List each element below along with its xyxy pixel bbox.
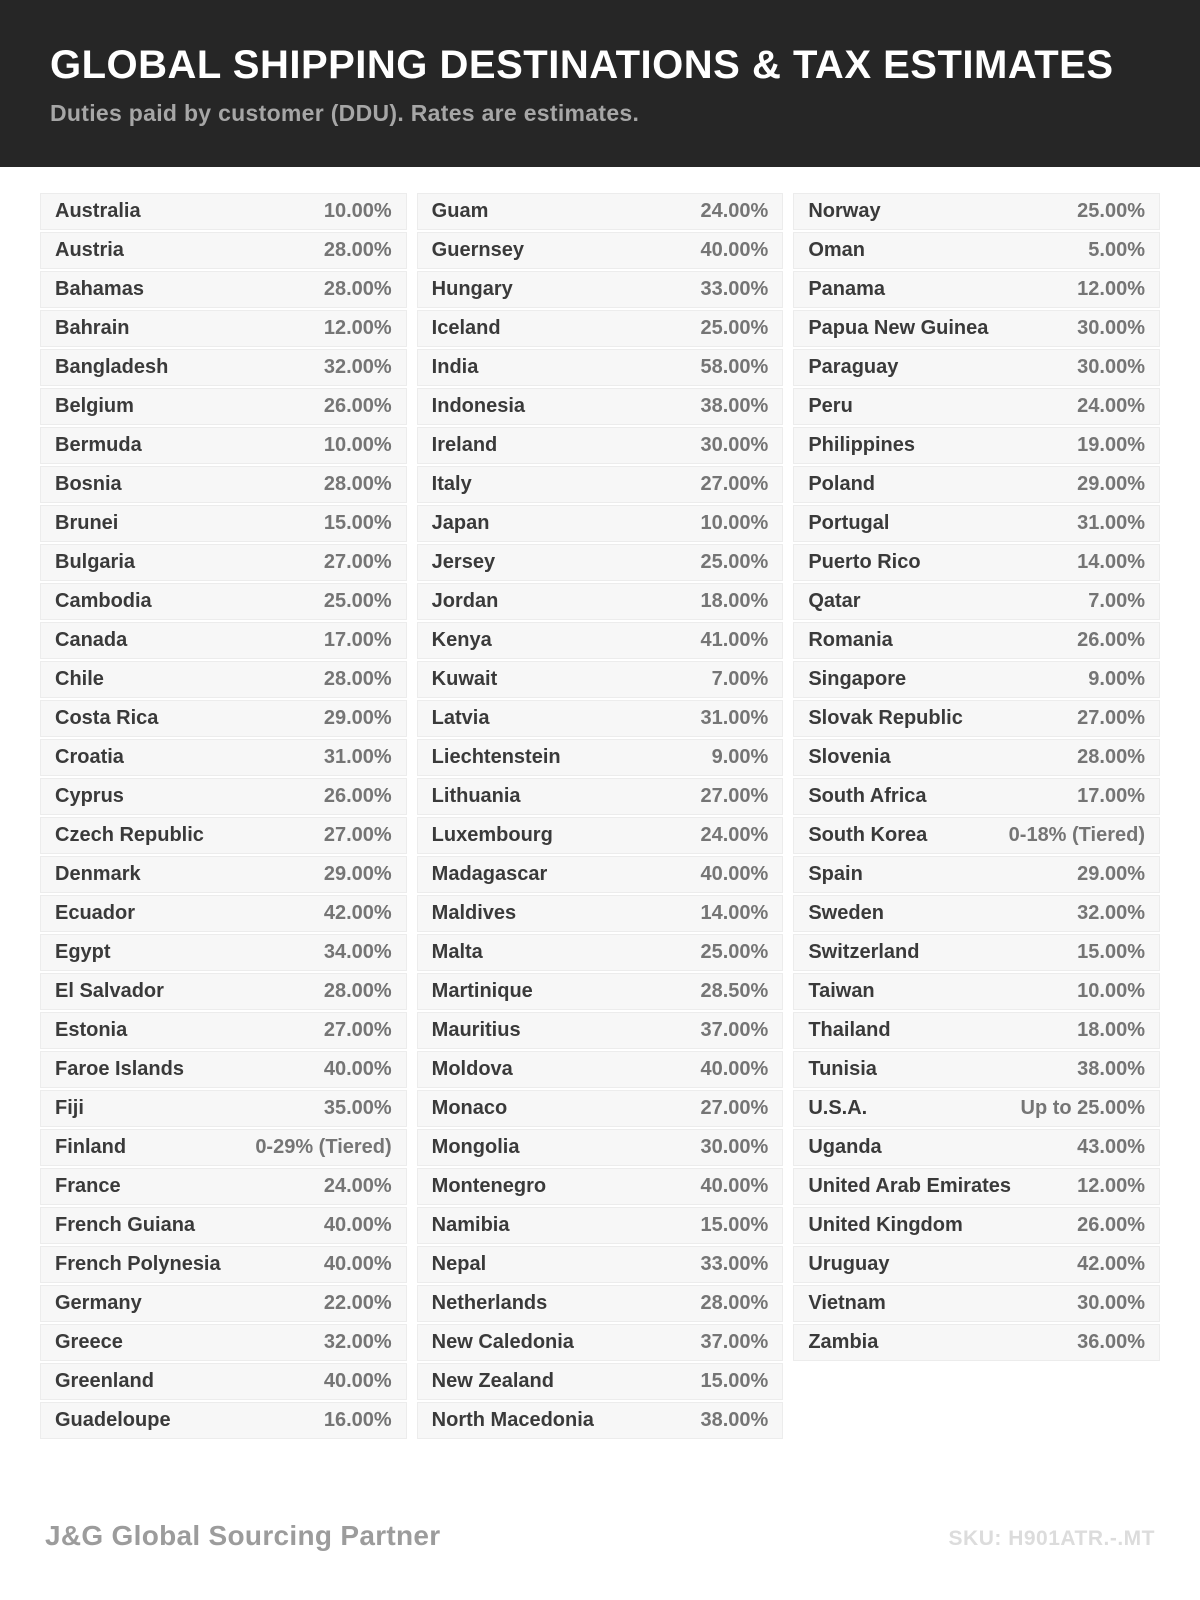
country-name: Hungary (431, 278, 513, 300)
country-name: Costa Rica (55, 707, 159, 729)
table-row (40, 544, 407, 581)
tax-rate: 19.00% (1077, 434, 1146, 456)
tax-rate: 27.00% (1077, 707, 1146, 729)
country-name: Switzerland (808, 941, 920, 963)
tax-rate: 40.00% (700, 239, 769, 261)
tax-rate: 7.00% (1088, 590, 1146, 612)
tax-rate: 29.00% (1077, 863, 1146, 885)
country-name: French Guiana (55, 1214, 196, 1236)
tax-rate: 24.00% (323, 1175, 392, 1197)
table-row (793, 1090, 1160, 1127)
tax-rate: 37.00% (700, 1019, 769, 1041)
tax-rate: 12.00% (1077, 1175, 1146, 1197)
table-row (417, 232, 784, 269)
tax-rate: 29.00% (1077, 473, 1146, 495)
country-name: Brunei (55, 512, 119, 534)
tax-rate: 30.00% (1077, 356, 1146, 378)
country-name: New Caledonia (431, 1331, 574, 1353)
table-row (793, 232, 1160, 269)
tax-rate: 25.00% (700, 317, 769, 339)
tax-rate: 18.00% (700, 590, 769, 612)
tax-rate: 40.00% (323, 1253, 392, 1275)
table-row (417, 934, 784, 971)
tax-rate: 27.00% (700, 785, 769, 807)
table-row (40, 1246, 407, 1283)
tax-rate: 0-18% (Tiered) (1008, 824, 1146, 846)
country-name: Bulgaria (55, 551, 136, 573)
country-name: Malta (431, 941, 483, 963)
tax-rate: 15.00% (700, 1370, 769, 1392)
country-name: Moldova (431, 1058, 513, 1080)
tax-rate: 7.00% (711, 668, 769, 690)
tax-rate: 28.00% (323, 473, 392, 495)
table-row (417, 1090, 784, 1127)
table-row (40, 778, 407, 815)
tax-rate: 31.00% (700, 707, 769, 729)
country-name: Peru (808, 395, 853, 417)
table-row (40, 193, 407, 230)
country-name: Norway (808, 200, 881, 222)
tax-rate: 40.00% (323, 1370, 392, 1392)
table-row (793, 778, 1160, 815)
country-name: Estonia (55, 1019, 128, 1041)
country-name: Germany (55, 1292, 142, 1314)
country-name: Luxembourg (431, 824, 553, 846)
table-row (793, 1129, 1160, 1166)
tax-rate: 38.00% (1077, 1058, 1146, 1080)
country-name: Cambodia (55, 590, 152, 612)
country-name: Poland (808, 473, 876, 495)
table-row (793, 349, 1160, 386)
country-name: Lithuania (431, 785, 521, 807)
tax-rate: 33.00% (700, 1253, 769, 1275)
tax-rate: 27.00% (700, 473, 769, 495)
country-name: Italy (431, 473, 472, 495)
country-name: Thailand (808, 1019, 891, 1041)
table-row (417, 1363, 784, 1400)
tax-rate: 36.00% (1077, 1331, 1146, 1353)
tax-rate: 28.00% (1077, 746, 1146, 768)
tax-rate: 24.00% (700, 200, 769, 222)
table-row (793, 1051, 1160, 1088)
tax-rate: 27.00% (323, 1019, 392, 1041)
table-row (40, 622, 407, 659)
table-row (40, 1363, 407, 1400)
tax-rate: 28.00% (700, 1292, 769, 1314)
country-name: Bermuda (55, 434, 142, 456)
table-row (417, 739, 784, 776)
tax-rate: 25.00% (1077, 200, 1146, 222)
table-row (40, 973, 407, 1010)
country-name: Nepal (431, 1253, 487, 1275)
table-row (40, 856, 407, 893)
table-row (417, 817, 784, 854)
table-row (793, 622, 1160, 659)
table-row (793, 1012, 1160, 1049)
table-row (793, 973, 1160, 1010)
table-row (417, 466, 784, 503)
tax-rate: 31.00% (1077, 512, 1146, 534)
country-name: Uruguay (808, 1253, 890, 1275)
table-row (40, 310, 407, 347)
table-row (40, 700, 407, 737)
table-row (40, 232, 407, 269)
country-name: Ireland (431, 434, 498, 456)
table-row (40, 271, 407, 308)
table-row (793, 193, 1160, 230)
table-row (40, 349, 407, 386)
country-name: Madagascar (431, 863, 548, 885)
tax-rate: 58.00% (700, 356, 769, 378)
country-name: Czech Republic (55, 824, 204, 846)
tax-rate: 26.00% (323, 785, 392, 807)
tax-rate: 29.00% (323, 707, 392, 729)
tax-rate: Up to 25.00% (1020, 1097, 1146, 1119)
table-row (417, 661, 784, 698)
country-name: U.S.A. (808, 1097, 868, 1119)
page-title: GLOBAL SHIPPING DESTINATIONS & TAX ESTIMATES (50, 43, 1114, 87)
tax-rate: 17.00% (1077, 785, 1146, 807)
country-name: Panama (808, 278, 886, 300)
tax-rate: 38.00% (700, 1409, 769, 1431)
table-row (417, 388, 784, 425)
tax-rate: 30.00% (700, 1136, 769, 1158)
table-row (793, 1285, 1160, 1322)
country-name: South Korea (808, 824, 928, 846)
tax-rate: 18.00% (1077, 1019, 1146, 1041)
country-name: Maldives (431, 902, 517, 924)
table-row (417, 700, 784, 737)
table-row (40, 466, 407, 503)
tax-rate: 10.00% (700, 512, 769, 534)
tax-rate: 28.00% (323, 239, 392, 261)
country-name: French Polynesia (55, 1253, 221, 1275)
table-row (417, 1012, 784, 1049)
table-row (40, 1207, 407, 1244)
tax-rate: 25.00% (700, 551, 769, 573)
table-row (793, 1207, 1160, 1244)
table-row (40, 505, 407, 542)
table-row (417, 1324, 784, 1361)
footer (0, 1520, 1200, 1600)
table-row (417, 583, 784, 620)
table-row (417, 1168, 784, 1205)
rates-table (0, 167, 1200, 1441)
tax-rate: 5.00% (1088, 239, 1146, 261)
tax-rate: 9.00% (711, 746, 769, 768)
tax-rate: 17.00% (323, 629, 392, 651)
country-name: Monaco (431, 1097, 508, 1119)
country-name: Bangladesh (55, 356, 169, 378)
tax-rate: 14.00% (1077, 551, 1146, 573)
tax-rate: 27.00% (323, 551, 392, 573)
country-name: Canada (55, 629, 128, 651)
tax-rate: 12.00% (1077, 278, 1146, 300)
table-row (793, 856, 1160, 893)
tax-rate: 40.00% (700, 863, 769, 885)
tax-rate: 28.00% (323, 980, 392, 1002)
country-name: Croatia (55, 746, 124, 768)
tax-rate: 16.00% (323, 1409, 392, 1431)
country-name: Paraguay (808, 356, 899, 378)
tax-rate: 35.00% (323, 1097, 392, 1119)
tax-rate: 28.00% (323, 278, 392, 300)
country-name: India (431, 356, 479, 378)
tax-rate: 40.00% (700, 1058, 769, 1080)
tax-rate: 25.00% (323, 590, 392, 612)
tax-rate: 15.00% (323, 512, 392, 534)
tax-rate: 26.00% (323, 395, 392, 417)
table-row (417, 1285, 784, 1322)
tax-rate: 26.00% (1077, 629, 1146, 651)
table-row (40, 739, 407, 776)
country-name: Netherlands (431, 1292, 548, 1314)
country-name: Namibia (431, 1214, 510, 1236)
tax-rate: 24.00% (1077, 395, 1146, 417)
country-name: United Kingdom (808, 1214, 963, 1236)
tax-rate: 34.00% (323, 941, 392, 963)
table-row (40, 388, 407, 425)
country-name: Tunisia (808, 1058, 877, 1080)
tax-rate: 10.00% (323, 200, 392, 222)
table-row (793, 271, 1160, 308)
sku-label: SKU: H901ATR.-.MT (948, 1527, 1155, 1550)
table-row (40, 583, 407, 620)
country-name: Slovenia (808, 746, 891, 768)
tax-rate: 41.00% (700, 629, 769, 651)
country-name: Bahrain (55, 317, 130, 339)
header-banner (0, 0, 1200, 167)
country-name: Iceland (431, 317, 501, 339)
country-name: Greenland (55, 1370, 154, 1392)
country-name: Finland (55, 1136, 127, 1158)
table-row (417, 1129, 784, 1166)
country-name: Mongolia (431, 1136, 520, 1158)
table-row (417, 1051, 784, 1088)
country-name: Cyprus (55, 785, 124, 807)
table-row (417, 1207, 784, 1244)
country-name: United Arab Emirates (808, 1175, 1011, 1197)
table-row (793, 466, 1160, 503)
tax-rate: 38.00% (700, 395, 769, 417)
table-row (40, 934, 407, 971)
tax-rate: 15.00% (700, 1214, 769, 1236)
tax-rate: 26.00% (1077, 1214, 1146, 1236)
tax-rate: 30.00% (1077, 317, 1146, 339)
country-name: New Zealand (431, 1370, 554, 1392)
table-row (793, 895, 1160, 932)
country-name: Latvia (431, 707, 490, 729)
table-row (40, 1129, 407, 1166)
tax-rate: 40.00% (323, 1214, 392, 1236)
country-name: Zambia (808, 1331, 879, 1353)
table-row (417, 778, 784, 815)
table-row (417, 622, 784, 659)
country-name: Kuwait (431, 668, 498, 690)
country-name: Belgium (55, 395, 134, 417)
tax-rate: 15.00% (1077, 941, 1146, 963)
table-row (417, 349, 784, 386)
table-row (793, 310, 1160, 347)
country-name: Jordan (431, 590, 499, 612)
table-row (417, 193, 784, 230)
tax-rate: 42.00% (323, 902, 392, 924)
table-row (417, 1246, 784, 1283)
table-row (40, 1402, 407, 1439)
tax-rate: 40.00% (700, 1175, 769, 1197)
country-name: Taiwan (808, 980, 875, 1002)
country-name: South Africa (808, 785, 927, 807)
table-row (793, 661, 1160, 698)
tax-rate: 14.00% (700, 902, 769, 924)
tax-rate: 28.50% (700, 980, 769, 1002)
page-subtitle: Duties paid by customer (DDU). Rates are estimates. (50, 100, 640, 126)
country-name: Vietnam (808, 1292, 886, 1314)
country-name: Guam (431, 200, 489, 222)
country-name: Montenegro (431, 1175, 547, 1197)
table-row (417, 544, 784, 581)
table-row (417, 310, 784, 347)
table-row (417, 856, 784, 893)
rates-column-3 (793, 193, 1160, 1363)
country-name: Egypt (55, 941, 111, 963)
table-row (793, 1168, 1160, 1205)
table-row (793, 700, 1160, 737)
country-name: France (55, 1175, 121, 1197)
country-name: Bahamas (55, 278, 144, 300)
country-name: Indonesia (431, 395, 526, 417)
table-row (40, 817, 407, 854)
country-name: Kenya (431, 629, 492, 651)
tax-rate: 10.00% (1077, 980, 1146, 1002)
country-name: Japan (431, 512, 490, 534)
table-row (40, 1012, 407, 1049)
table-row (40, 1168, 407, 1205)
tax-rate: 24.00% (700, 824, 769, 846)
table-row (40, 1090, 407, 1127)
tax-rate: 31.00% (323, 746, 392, 768)
country-name: Slovak Republic (808, 707, 963, 729)
tax-rate: 42.00% (1077, 1253, 1146, 1275)
table-row (40, 895, 407, 932)
tax-rate: 27.00% (700, 1097, 769, 1119)
table-row (417, 973, 784, 1010)
tax-rate: 32.00% (323, 356, 392, 378)
tax-rate: 40.00% (323, 1058, 392, 1080)
country-name: Guadeloupe (55, 1409, 171, 1431)
country-name: North Macedonia (431, 1409, 594, 1431)
country-name: Sweden (808, 902, 884, 924)
country-name: Ecuador (55, 902, 136, 924)
country-name: Fiji (55, 1097, 84, 1119)
table-row (793, 427, 1160, 464)
country-name: Uganda (808, 1136, 882, 1158)
country-name: Oman (808, 239, 866, 261)
country-name: Guernsey (431, 239, 524, 261)
table-row (793, 544, 1160, 581)
country-name: Puerto Rico (808, 551, 921, 573)
rates-column-2 (417, 193, 784, 1441)
tax-rate: 25.00% (700, 941, 769, 963)
tax-rate: 30.00% (1077, 1292, 1146, 1314)
tax-rate: 32.00% (1077, 902, 1146, 924)
country-name: Denmark (55, 863, 141, 885)
country-name: Martinique (431, 980, 533, 1002)
country-name: Australia (55, 200, 141, 222)
tax-rate: 22.00% (323, 1292, 392, 1314)
country-name: Jersey (431, 551, 496, 573)
tax-rate: 32.00% (323, 1331, 392, 1353)
table-row (793, 388, 1160, 425)
country-name: Qatar (808, 590, 861, 612)
tax-rate: 27.00% (323, 824, 392, 846)
table-row (793, 1324, 1160, 1361)
country-name: Philippines (808, 434, 916, 456)
rates-column-1 (40, 193, 407, 1441)
table-row (793, 817, 1160, 854)
table-row (40, 1285, 407, 1322)
tax-rate: 29.00% (323, 863, 392, 885)
table-row (40, 1324, 407, 1361)
tax-rate: 30.00% (700, 434, 769, 456)
table-row (417, 895, 784, 932)
country-name: Singapore (808, 668, 907, 690)
country-name: Mauritius (431, 1019, 521, 1041)
country-name: Faroe Islands (55, 1058, 184, 1080)
tax-rate: 0-29% (Tiered) (255, 1136, 392, 1158)
table-row (40, 1051, 407, 1088)
table-row (793, 739, 1160, 776)
country-name: Spain (808, 863, 863, 885)
tax-rate: 33.00% (700, 278, 769, 300)
country-name: Bosnia (55, 473, 122, 495)
tax-rate: 28.00% (323, 668, 392, 690)
table-row (793, 934, 1160, 971)
table-row (40, 661, 407, 698)
table-row (417, 505, 784, 542)
table-row (40, 427, 407, 464)
table-row (793, 583, 1160, 620)
tax-rate: 43.00% (1077, 1136, 1146, 1158)
country-name: Greece (55, 1331, 123, 1353)
country-name: Romania (808, 629, 893, 651)
country-name: Portugal (808, 512, 890, 534)
country-name: El Salvador (55, 980, 164, 1002)
table-row (417, 1402, 784, 1439)
country-name: Chile (55, 668, 104, 690)
country-name: Liechtenstein (431, 746, 561, 768)
table-row (417, 427, 784, 464)
table-row (793, 1246, 1160, 1283)
table-row (417, 271, 784, 308)
country-name: Papua New Guinea (808, 317, 989, 339)
brand-name: J&G Global Sourcing Partner (45, 1520, 441, 1551)
tax-rate: 37.00% (700, 1331, 769, 1353)
table-row (793, 505, 1160, 542)
tax-rate: 9.00% (1088, 668, 1146, 690)
country-name: Austria (55, 239, 124, 261)
tax-rate: 12.00% (323, 317, 392, 339)
tax-rate: 10.00% (323, 434, 392, 456)
